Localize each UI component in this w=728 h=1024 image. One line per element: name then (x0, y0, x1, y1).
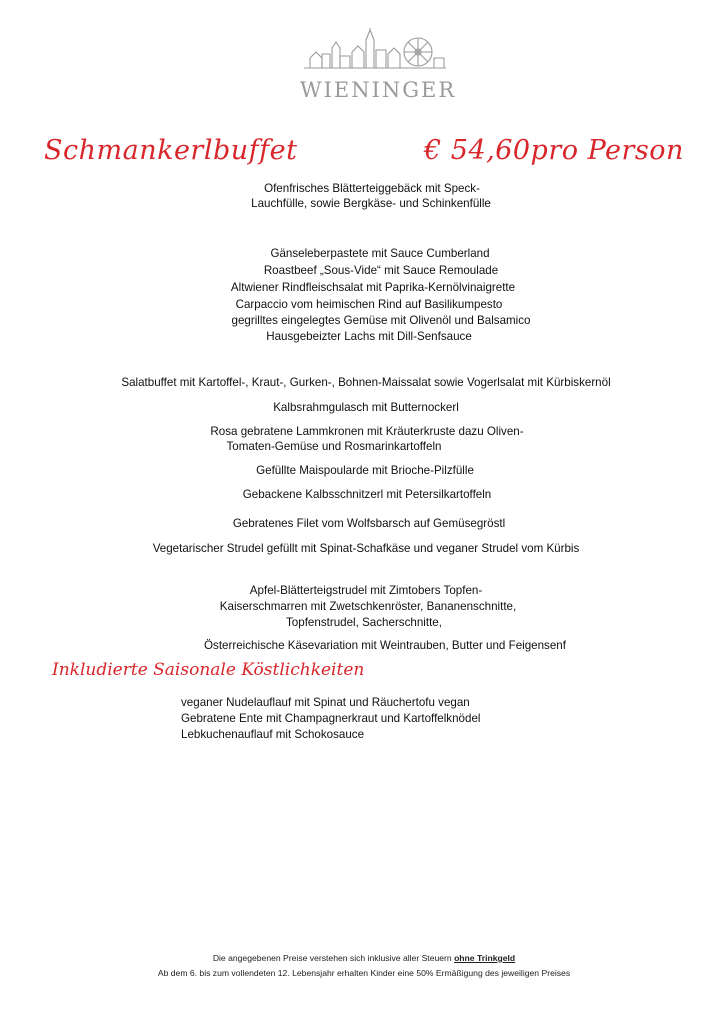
menu-line: Topfenstrudel, Sacherschnitte, (286, 616, 442, 629)
menu-line: Gänseleberpastete mit Sauce Cumberland (270, 247, 490, 260)
menu-line: Apfel-Blätterteigstrudel mit Zimtobers Topfen- (249, 584, 483, 597)
footer-note-text: Die angegebenen Preise verstehen sich inklusive aller Steuern (212, 953, 455, 963)
seasonal-item: Lebkuchenauflauf mit Schokosauce (181, 728, 365, 741)
menu-line: Gebackene Kalbsschnitzerl mit Petersilkartoffeln (242, 488, 492, 501)
price-label: € 54,60pro Person (424, 135, 684, 166)
menu-line: Lauchfülle, sowie Bergkäse- und Schinkenfülle (251, 197, 491, 210)
menu-line: Salatbuffet mit Kartoffel-, Kraut-, Gurken-, Bohnen-Maissalat sowie Vogerlsalat mit Kürbiskernöl (121, 376, 611, 389)
menu-line: Vegetarischer Strudel gefüllt mit Spinat-Schafkäse und veganer Strudel vom Kürbis (152, 542, 580, 555)
wieninger-logo (300, 28, 457, 108)
menu-line: Carpaccio vom heimischen Rind auf Basilikumpesto (235, 298, 503, 311)
menu-line: Altwiener Rindfleischsalat mit Paprika-Kernölvinaigrette (230, 281, 516, 294)
menu-line: Hausgebeizter Lachs mit Dill-Senfsauce (266, 330, 472, 343)
menu-line: Österreichische Käsevariation mit Weintrauben, Butter und Feigensenf (204, 639, 566, 652)
skyline-logo-icon (300, 28, 450, 78)
menu-line: Kalbsrahmgulasch mit Butternockerl (273, 401, 459, 414)
seasonal-item: veganer Nudelauflauf mit Spinat und Räuchertofu vegan (181, 696, 470, 709)
footer-emphasis: ohne Trinkgeld (454, 953, 516, 963)
footer-children-note: Ab dem 6. bis zum vollendeten 12. Lebensjahr erhalten Kinder eine 50% Ermäßigung des jeweiligen Preises (157, 968, 571, 978)
menu-line: Roastbeef „Sous-Vide“ mit Sauce Remoulade (263, 264, 499, 277)
menu-line: Ofenfrisches Blätterteiggebäck mit Speck- (264, 182, 480, 195)
menu-line: Gefüllte Maispoularde mit Brioche-Pilzfülle (256, 464, 474, 477)
menu-line: gegrilltes eingelegtes Gemüse mit Olivenöl und Balsamico (231, 314, 531, 327)
seasonal-item: Gebratene Ente mit Champagnerkraut und Kartoffelknödel (181, 712, 481, 725)
menu-line: Rosa gebratene Lammkronen mit Kräuterkruste dazu Oliven- (210, 425, 524, 438)
menu-line: Kaiserschmarren mit Zwetschkenröster, Bananenschnitte, (219, 600, 517, 613)
seasonal-heading: Inkludierte Saisonale Köstlichkeiten (52, 660, 365, 680)
page-title: Schmankerlbuffet (44, 135, 298, 166)
footer-note (213, 953, 515, 963)
menu-line: Tomaten-Gemüse und Rosmarinkartoffeln (226, 440, 442, 453)
brand-name: WIENINGER (300, 78, 457, 102)
menu-line: Gebratenes Filet vom Wolfsbarsch auf Gemüsegröstl (232, 517, 506, 530)
